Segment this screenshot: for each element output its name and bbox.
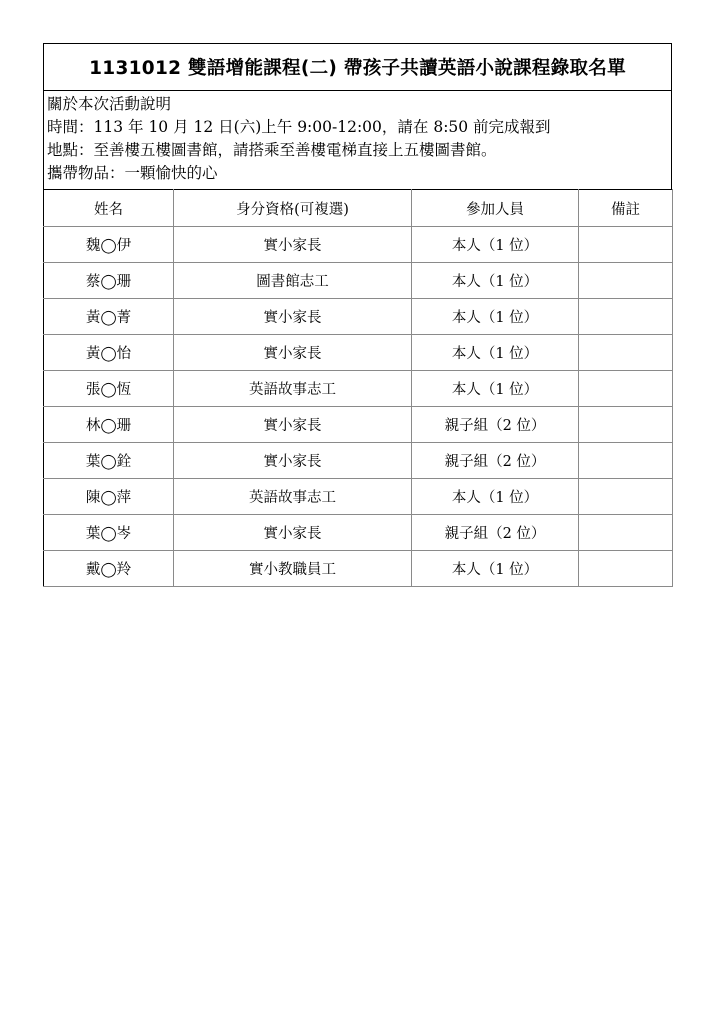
cell-qualification: 實小家長 <box>174 407 412 443</box>
cell-name: 黃◯怡 <box>44 335 174 371</box>
cell-qualification: 實小家長 <box>174 335 412 371</box>
cell-qualification: 實小家長 <box>174 299 412 335</box>
table-row <box>44 407 673 443</box>
cell-remarks <box>579 299 673 335</box>
table-row <box>44 263 673 299</box>
cell-participants: 本人（1 位） <box>412 299 579 335</box>
cell-participants: 本人（1 位） <box>412 263 579 299</box>
cell-remarks <box>579 515 673 551</box>
cell-qualification: 實小家長 <box>174 227 412 263</box>
table-row <box>44 299 673 335</box>
cell-name: 葉◯銓 <box>44 443 174 479</box>
cell-participants: 親子組（2 位） <box>412 407 579 443</box>
cell-qualification: 圖書館志工 <box>174 263 412 299</box>
column-header-participants: 參加人員 <box>412 190 579 227</box>
table-row <box>44 227 673 263</box>
cell-name: 葉◯岑 <box>44 515 174 551</box>
document-title-box <box>43 43 672 91</box>
column-header-remarks: 備註 <box>579 190 673 227</box>
cell-remarks <box>579 335 673 371</box>
cell-remarks <box>579 227 673 263</box>
cell-remarks <box>579 371 673 407</box>
cell-name: 戴◯羚 <box>44 551 174 587</box>
cell-participants: 親子組（2 位） <box>412 443 579 479</box>
cell-participants: 本人（1 位） <box>412 371 579 407</box>
cell-name: 蔡◯珊 <box>44 263 174 299</box>
cell-name: 黃◯菁 <box>44 299 174 335</box>
table-row <box>44 335 673 371</box>
table-row <box>44 551 673 587</box>
cell-participants: 親子組（2 位） <box>412 515 579 551</box>
cell-participants: 本人（1 位） <box>412 551 579 587</box>
info-time: 時間：113 年 10 月 12 日(六)上午 9:00-12:00，請在 8:50 前完成報到 <box>47 118 551 136</box>
cell-qualification: 實小教職員工 <box>174 551 412 587</box>
info-location: 地點：至善樓五樓圖書館，請搭乘至善樓電梯直接上五樓圖書館。 <box>47 141 497 159</box>
cell-name: 陳◯萍 <box>44 479 174 515</box>
cell-remarks <box>579 407 673 443</box>
cell-participants: 本人（1 位） <box>412 227 579 263</box>
cell-qualification: 英語故事志工 <box>174 371 412 407</box>
table-row <box>44 515 673 551</box>
admission-list-document <box>43 43 672 587</box>
column-header-qualification: 身分資格(可複選) <box>174 190 412 227</box>
admission-table <box>43 189 673 587</box>
cell-remarks <box>579 551 673 587</box>
info-items: 攜帶物品：一顆愉快的心 <box>47 164 218 182</box>
cell-qualification: 英語故事志工 <box>174 479 412 515</box>
column-header-name: 姓名 <box>44 190 174 227</box>
cell-participants: 本人（1 位） <box>412 335 579 371</box>
table-row <box>44 371 673 407</box>
cell-remarks <box>579 263 673 299</box>
table-row <box>44 443 673 479</box>
table-row <box>44 479 673 515</box>
table-header-row <box>44 190 673 227</box>
cell-name: 林◯珊 <box>44 407 174 443</box>
cell-name: 張◯恆 <box>44 371 174 407</box>
cell-qualification: 實小家長 <box>174 515 412 551</box>
cell-name: 魏◯伊 <box>44 227 174 263</box>
document-title: 1131012 雙語增能課程(二) 帶孩子共讀英語小說課程錄取名單 <box>89 58 626 79</box>
info-heading: 關於本次活動說明 <box>47 95 172 113</box>
cell-remarks <box>579 443 673 479</box>
activity-info-section <box>43 91 672 189</box>
cell-remarks <box>579 479 673 515</box>
cell-participants: 本人（1 位） <box>412 479 579 515</box>
cell-qualification: 實小家長 <box>174 443 412 479</box>
